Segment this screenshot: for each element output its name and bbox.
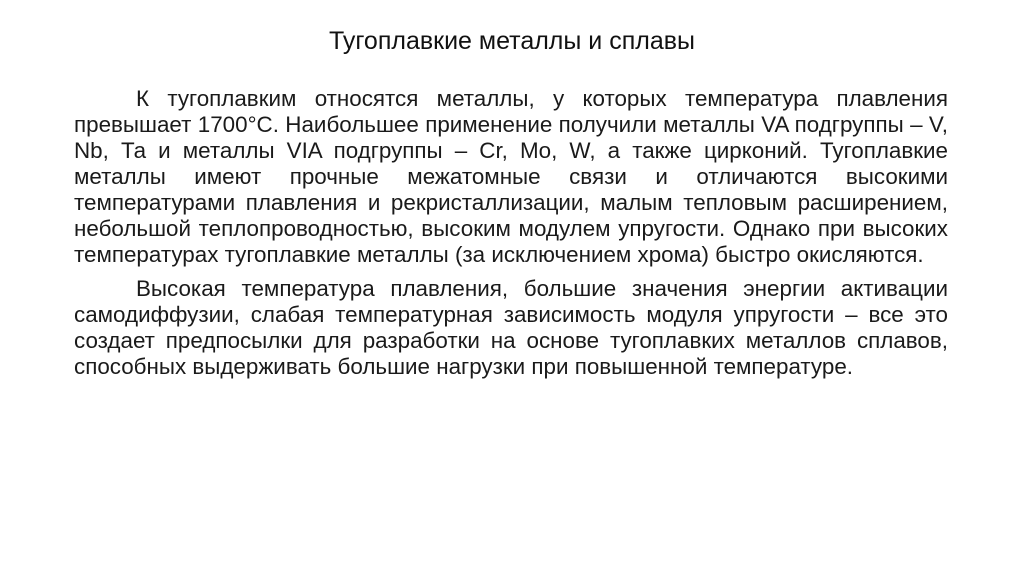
paragraph-2: Высокая температура плавления, большие значения энергии активации самодиффузии, слабая температурная зависимость модуля упругости – все это создает предпосылки для разработки на основе тугоплавких металлов сплавов, способных выдерживать большие нагрузки при повышенной температуре. <box>74 276 948 379</box>
slide-title: Тугоплавкие металлы и сплавы <box>328 27 695 55</box>
paragraph-1: К тугоплавким относятся металлы, у которых температура плавления превышает 1700°С. Наибольшее применение получили металлы VA подгруппы – V, Nb, Та и металлы VIA подгруппы – Cr, Mo, W, а также цирконий. Тугоплавкие металлы имеют прочные межатомные связи и отличаются высокими температурами плавления и рекристаллизации, малым тепловым расширением, небольшой теплопроводностью, высоким модулем упругости. Однако при высоких температурах тугоплавкие металлы (за исключением хрома) быстро окисляются. <box>74 86 948 267</box>
slide-body <box>74 86 948 380</box>
